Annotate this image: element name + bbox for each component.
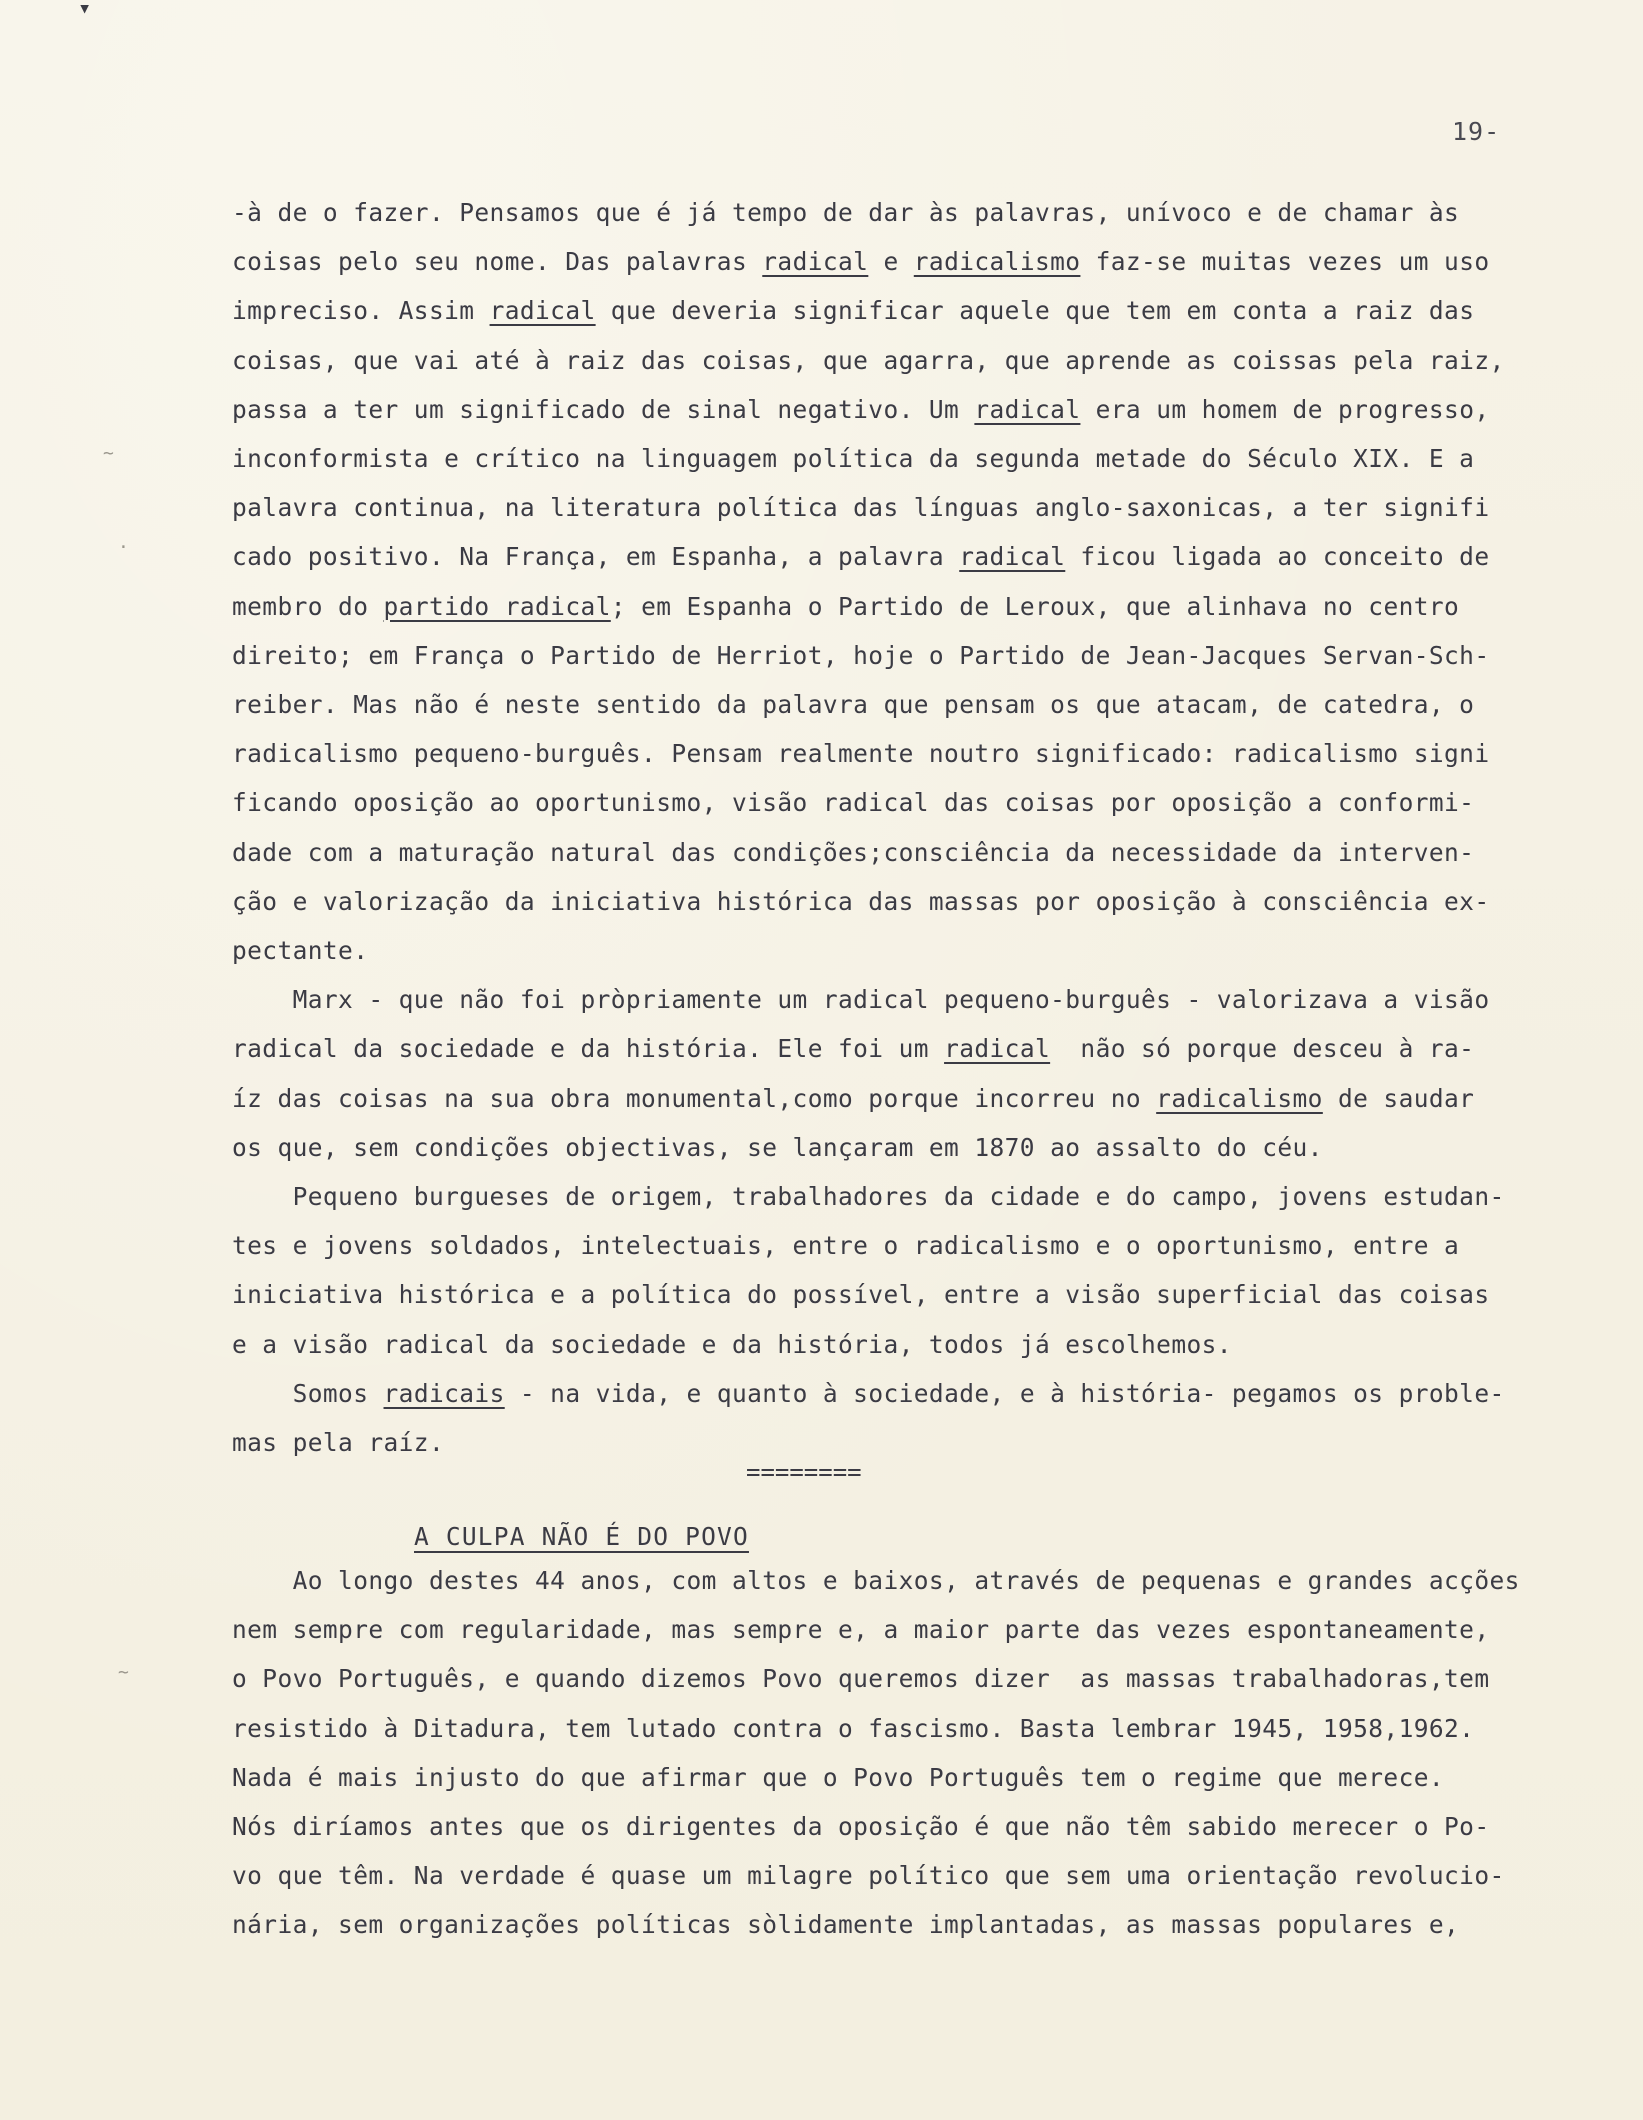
text-line: o Povo Português, e quando dizemos Povo queremos dizer as massas trabalhadoras,tem — [232, 1664, 1490, 1694]
text-line: Somos radicais - na vida, e quanto à sociedade, e à história- pegamos os proble- — [232, 1378, 1505, 1408]
underlined-term: partido radical — [383, 591, 611, 621]
text-line: Pequeno burgueses de origem, trabalhadores da cidade e do campo, jovens estudan- — [232, 1182, 1505, 1211]
text-line: cado positivo. Na França, em Espanha, a palavra radical ficou ligada ao conceito de — [232, 542, 1490, 572]
underlined-term: radical — [974, 394, 1081, 424]
text-line: palavra continua, na literatura política das línguas anglo-saxonicas, a ter signifi — [232, 493, 1490, 523]
underlined-term: radical — [762, 247, 869, 277]
text-line: coisas pelo seu nome. Das palavras radical e radicalismo faz-se muitas vezes um uso — [232, 247, 1490, 277]
margin-mark: ▾ — [78, 0, 92, 21]
text-line: vo que têm. Na verdade é quase um milagre político que sem uma orientação revolucio- — [232, 1861, 1505, 1891]
page-number: 19- — [1452, 117, 1501, 146]
text-line: ção e valorização da iniciativa histórica das massas por oposição à consciência ex- — [232, 886, 1490, 916]
margin-mark: ~ — [103, 443, 114, 464]
section-title: A CULPA NÃO É DO POVO — [414, 1522, 749, 1551]
text-line: -à de o fazer. Pensamos que é já tempo de dar às palavras, unívoco e de chamar às — [232, 198, 1460, 227]
underlined-term: radical — [959, 542, 1066, 572]
text-line: mas pela raíz. — [232, 1428, 445, 1457]
text-line: nem sempre com regularidade, mas sempre e, a maior parte das vezes espontaneamente, — [232, 1615, 1490, 1645]
text-line: íz das coisas na sua obra monumental,como porque incorreu no radicalismo de saudar — [232, 1083, 1475, 1113]
text-line: os que, sem condições objectivas, se lançaram em 1870 ao assalto do céu. — [232, 1132, 1323, 1162]
text-line: ficando oposição ao oportunismo, visão radical das coisas por oposição a conformi- — [232, 788, 1475, 818]
text-line: resistido à Ditadura, tem lutado contra o fascismo. Basta lembrar 1945, 1958,1962. — [232, 1713, 1475, 1743]
text-line: passa a ter um significado de sinal negativo. Um radical era um homem de progresso, — [232, 394, 1490, 424]
text-line: tes e jovens soldados, intelectuais, entre o radicalismo e o oportunismo, entre a — [232, 1231, 1460, 1261]
text-line: pectante. — [232, 936, 369, 965]
text-line: radical da sociedade e da história. Ele foi um radical não só porque desceu à ra- — [232, 1034, 1475, 1064]
margin-mark: · — [118, 537, 129, 558]
text-line: coisas, que vai até à raiz das coisas, que agarra, que aprende as coissas pela raiz, — [232, 345, 1505, 375]
text-line: iniciativa histórica e a política do possível, entre a visão superficial das coisas — [232, 1280, 1490, 1310]
text-line: e a visão radical da sociedade e da história, todos já escolhemos. — [232, 1329, 1232, 1359]
text-line: direito; em França o Partido de Herriot, hoje o Partido de Jean-Jacques Servan-Sch- — [232, 640, 1490, 670]
text-line: Nós diríamos antes que os dirigentes da oposição é que não têm sabido merecer o Po- — [232, 1812, 1490, 1841]
text-line: inconformista e crítico na linguagem política da segunda metade do Século XIX. E a — [232, 444, 1475, 473]
underlined-term: radicalismo — [1156, 1083, 1323, 1113]
text-line: dade com a maturação natural das condições;consciência da necessidade da interven- — [232, 837, 1475, 867]
underlined-term: radical — [944, 1034, 1051, 1064]
text-line: Ao longo destes 44 anos, com altos e baixos, através de pequenas e grandes acções — [232, 1566, 1520, 1595]
underlined-term: radical — [489, 296, 596, 326]
text-line: radicalismo pequeno-burguês. Pensam realmente noutro significado: radicalismo signi — [232, 739, 1490, 769]
underlined-term: radicalismo — [913, 247, 1081, 277]
text-line: membro do partido radical; em Espanha o Partido de Leroux, que alinhava no centro — [232, 591, 1460, 621]
underlined-term: radicais — [383, 1378, 505, 1408]
text-line: reiber. Mas não é neste sentido da palavra que pensam os que atacam, de catedra, o — [232, 690, 1475, 719]
text-line: Marx - que não foi pròpriamente um radical pequeno-burguês - valorizava a visão — [232, 985, 1490, 1015]
text-line: Nada é mais injusto do que afirmar que o Povo Português tem o regime que merece. — [232, 1762, 1445, 1792]
section-divider: ======== — [746, 1458, 862, 1486]
text-line: impreciso. Assim radical que deveria significar aquele que tem em conta a raiz das — [232, 296, 1475, 326]
text-line: nária, sem organizações políticas sòlidamente implantadas, as massas populares e, — [232, 1910, 1460, 1940]
margin-mark: ~ — [118, 1662, 129, 1683]
